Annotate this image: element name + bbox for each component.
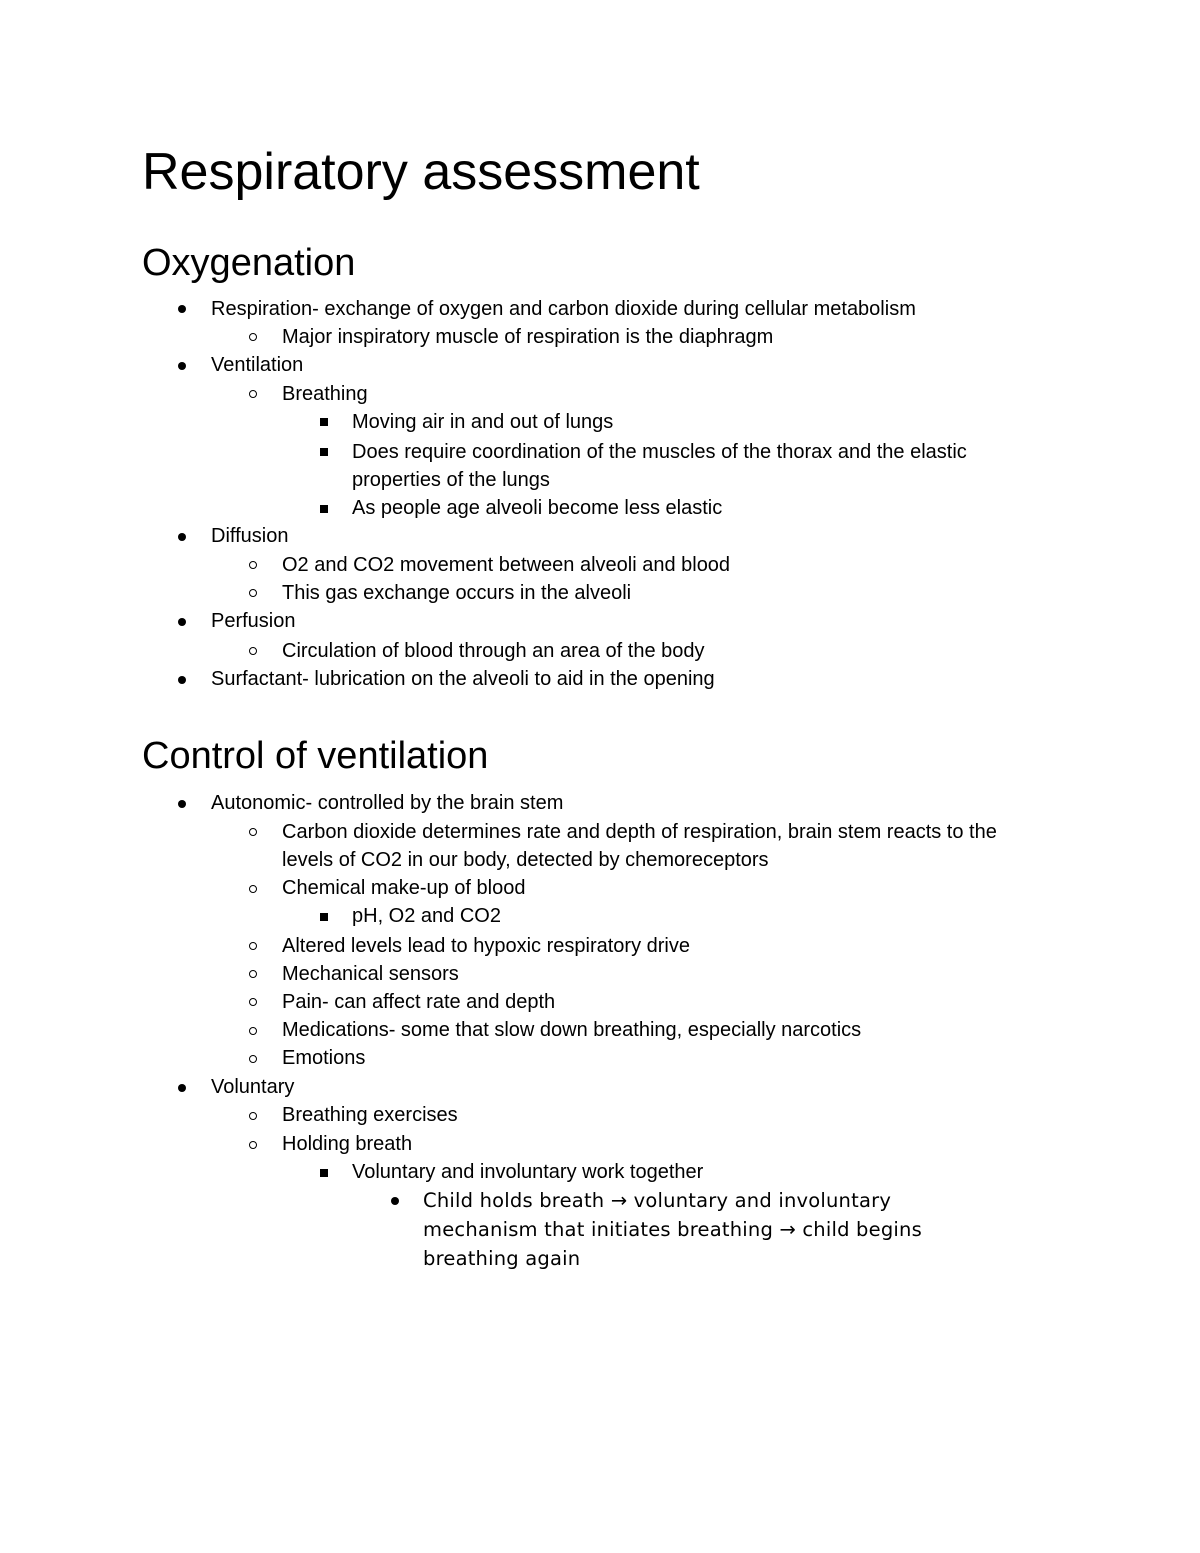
list-item: This gas exchange occurs in the alveoli — [282, 582, 632, 604]
bullet-disc-icon — [178, 1084, 186, 1092]
list-item: Holding breath — [282, 1133, 413, 1155]
list-item: O2 and CO2 movement between alveoli and blood — [282, 554, 731, 576]
bullet-disc-icon — [178, 305, 186, 313]
bullet-square-icon — [320, 913, 328, 921]
list-item-continuation: mechanism that initiates breathing → child begins — [423, 1218, 922, 1241]
section-heading-oxygenation: Oxygenation — [142, 242, 356, 284]
bullet-circle-icon — [249, 561, 257, 569]
list-item: Child holds breath → voluntary and involuntary — [423, 1189, 892, 1212]
list-item: Does require coordination of the muscles of the thorax and the elastic — [352, 441, 967, 463]
list-item-continuation: properties of the lungs — [352, 469, 550, 491]
bullet-circle-icon — [249, 942, 257, 950]
list-item: Diffusion — [211, 525, 289, 547]
list-item-continuation: levels of CO2 in our body, detected by chemoreceptors — [282, 849, 769, 871]
list-item: Mechanical sensors — [282, 963, 459, 985]
document-title: Respiratory assessment — [142, 143, 700, 201]
list-item: Respiration- exchange of oxygen and carbon dioxide during cellular metabolism — [211, 298, 916, 320]
list-item: Medications- some that slow down breathing, especially narcotics — [282, 1019, 862, 1041]
list-item: Moving air in and out of lungs — [352, 411, 614, 433]
bullet-disc-icon — [178, 533, 186, 541]
bullet-circle-icon — [249, 828, 257, 836]
bullet-circle-icon — [249, 647, 257, 655]
list-item: pH, O2 and CO2 — [352, 905, 501, 927]
bullet-circle-icon — [249, 1055, 257, 1063]
list-item: Carbon dioxide determines rate and depth of respiration, brain stem reacts to the — [282, 821, 997, 843]
section-heading-control-of-ventilation: Control of ventilation — [142, 735, 489, 777]
list-item: Altered levels lead to hypoxic respiratory drive — [282, 935, 690, 957]
list-item: Breathing — [282, 383, 368, 405]
list-item: Autonomic- controlled by the brain stem — [211, 792, 564, 814]
bullet-disc-icon — [178, 676, 186, 684]
list-item: Chemical make-up of blood — [282, 877, 526, 899]
bullet-disc-icon — [178, 618, 186, 626]
bullet-disc-icon — [391, 1197, 399, 1205]
bullet-circle-icon — [249, 998, 257, 1006]
list-item: Breathing exercises — [282, 1104, 458, 1126]
bullet-circle-icon — [249, 885, 257, 893]
bullet-circle-icon — [249, 333, 257, 341]
bullet-square-icon — [320, 418, 328, 426]
list-item: Pain- can affect rate and depth — [282, 991, 556, 1013]
bullet-disc-icon — [178, 362, 186, 370]
bullet-circle-icon — [249, 589, 257, 597]
bullet-circle-icon — [249, 390, 257, 398]
bullet-circle-icon — [249, 970, 257, 978]
list-item: Voluntary — [211, 1076, 295, 1098]
bullet-square-icon — [320, 448, 328, 456]
bullet-circle-icon — [249, 1027, 257, 1035]
bullet-circle-icon — [249, 1112, 257, 1120]
bullet-square-icon — [320, 505, 328, 513]
list-item: Surfactant- lubrication on the alveoli to aid in the opening — [211, 668, 715, 690]
list-item: Ventilation — [211, 354, 304, 376]
list-item: Emotions — [282, 1047, 366, 1069]
bullet-square-icon — [320, 1169, 328, 1177]
list-item: Perfusion — [211, 610, 296, 632]
list-item: As people age alveoli become less elastic — [352, 497, 723, 519]
list-item: Voluntary and involuntary work together — [352, 1161, 704, 1183]
list-item-continuation: breathing again — [423, 1247, 581, 1270]
list-item: Circulation of blood through an area of the body — [282, 640, 705, 662]
bullet-circle-icon — [249, 1141, 257, 1149]
list-item: Major inspiratory muscle of respiration is the diaphragm — [282, 326, 774, 348]
bullet-disc-icon — [178, 800, 186, 808]
